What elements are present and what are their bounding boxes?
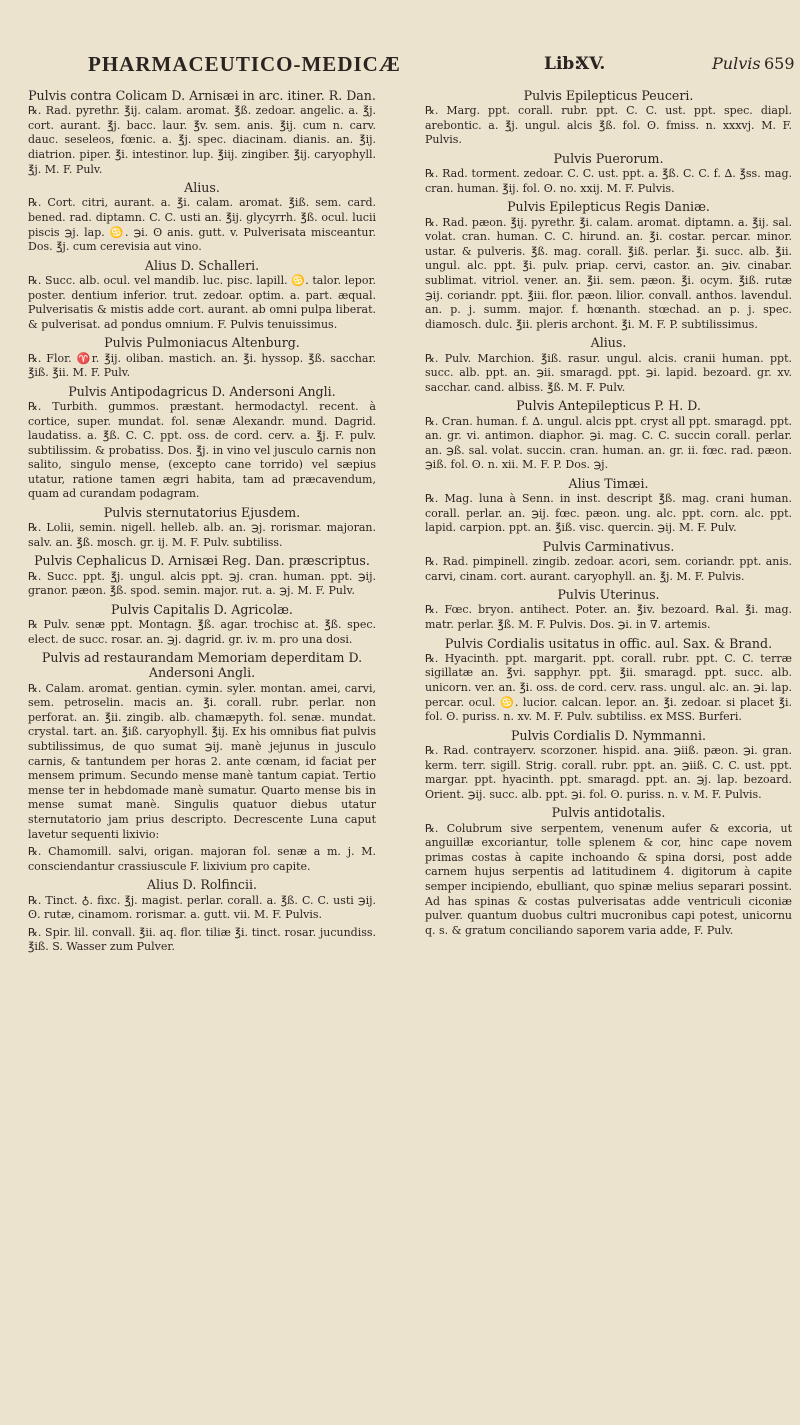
- recipe-block: [28, 505, 376, 550]
- recipe-title: Alius.: [184, 180, 220, 196]
- recipe-block: [28, 553, 376, 598]
- header-book-number: XV.: [576, 54, 606, 74]
- recipe-block: [425, 636, 792, 725]
- recipe-title: Pulvis Puerorum.: [553, 150, 664, 166]
- recipe-text: ℞. Tinct. ♁. fixc. ℥j. magist. perlar. corall. a. ℥ß. C. C. usti ℈ij. ʘ. rutæ, cinamom. rorismar. a. gutt. vii. M. F. Pulvis.: [28, 893, 376, 922]
- recipe-title: Alius D. Schalleri.: [144, 257, 260, 273]
- recipe-block: [425, 728, 792, 803]
- recipe-title: Pulvis Cephalicus D. Arnisæi Reg. Dan. præscriptus.: [34, 553, 370, 569]
- recipe-text: ℞. Colubrum sive serpentem, venenum aufer & excoria, ut anguillæ excoriantur, tolle splenem & cor, hinc cape novem primas costas à capite inchoando & spina dorsi, post adde carnem hujus serpentis ad latitudinem 4. digitorum à capite semper incipiendo, ebulliant, quo spinæ melius separari possint. Ad has spinas & costas pulverisatas adde ventriculi ciconiæ pulver. quantum duobus cultri mucronibus capi potest, unicornu q. s. & gratum conciliando saporem varia adde, F. Pulv.: [425, 821, 792, 937]
- recipe-block: [425, 539, 792, 584]
- recipe-title: Pulvis Carminativus.: [542, 538, 675, 554]
- recipe-block: [425, 335, 792, 395]
- recipe-title: Alius.: [590, 335, 627, 351]
- header-title: PHARMACEUTICO-MEDICÆ: [88, 52, 401, 76]
- recipe-title: Pulvis antidotalis.: [551, 805, 666, 821]
- recipe-block: [28, 926, 376, 955]
- recipe-block: [425, 199, 792, 332]
- recipe-block: [425, 587, 792, 632]
- recipe-text: ℞. Spir. lil. convall. ℥ii. aq. flor. tiliæ ℥i. tinct. rosar. jucundiss. ℥iß. S. Wasser zum Pulver.: [28, 925, 376, 954]
- left-column: [28, 86, 376, 1396]
- recipe-text: ℞. Rad. pyrethr. ℥ij. calam. aromat. ℥ß. zedoar. angelic. a. ℥j. cort. aurant. ℥j. bacc. laur. ℥v. sem. anis. ℥ij. cum n. carv. dauc. seseleos, fœnic. a. ℥j. spec. diacinam. dianis. an. ℥ij. diatrion. piper. ℥i. intestinor. lup. ℥iij. zingiber. ℥ij. caryophyll. ℥j. M. F. Pulv.: [28, 104, 376, 176]
- recipe-text: ℞. Hyacinth. ppt. margarit. ppt. corall. rubr. ppt. C. C. terræ sigillatæ an. ℥vi. sapphyr. ppt. ℥ii. smaragd. ppt. succ. alb. unicorn. ver. an. ℥i. oss. de cord. cerv. rass. ungul. alc. an. ℈i. lap. percar. ocul. ♋. lucior. calcan. lepor. an. ℥i. zedoar. si placet ℥i. fol. ʘ. puriss. n. xv. M. F. Pulv. subtiliss. ex MSS. Burferi.: [425, 651, 792, 724]
- recipe-block: [425, 151, 792, 196]
- header-book-label: Lib:: [544, 54, 581, 74]
- recipe-text: ℞. Rad. pæon. ℥ij. pyrethr. ℥i. calam. aromat. diptamn. a. ℥ij. sal. volat. cran. human. C. C. hirund. an. ℥i. costar. percar. minor. ustar. & pulveris. ℥ß. mag. corall. ℥iß. perlar. ℥i. succ. alb. ℥ii. ungul. alc. ppt. ℥i. pulv. priap. cervi, castor. an. ℈iv. cinabar. sublimat. vitriol. vener. an. ℥ii. sem. pæon. ℥i. ocym. ℥iß. rutæ ℈ij. coriandr. ppt. ℥iii. flor. pæon. lilior. convall. anthos. lavendul. an. p. j. summ. major. f. hœnanth. stœchad. an p. j. spec. diamosch. dulc. ℥ii. pleris archont. ℥i. M. F. P. subtilissimus.: [425, 215, 792, 331]
- recipe-text: ℞. Calam. aromat. gentian. cymin. syler. montan. amei, carvi, sem. petroselin. macis an. ℥i. corall. rubr. perlar. non perforat. an. ℥ii. zingib. alb. chamæpyth. fol. senæ. mundat. crystal. tart. an. ℥iß. caryophyll. ℥ij. Ex his omnibus fiat pulvis subtilissimus, de quo sumat ℈ij. manè jejunus in jusculo carnis, & tantundem per horas 2. ante cœnam, id faciat per mensem primum. Secundo mense manè tantum capiat. Tertio mense ter in hebdomade manè sumatur. Quarto mense bis in mense sumat manè. Singulis quatuor diebus utatur sternutatorio jam prius descripto. Decrescente Luna caput lavetur sequenti lixivio:: [28, 681, 376, 841]
- recipe-text: ℞. Rad. torment. zedoar. C. C. ust. ppt. a. ℥ß. C. C. f. ∆. ℥ss. mag. cran. human. ℥ij. fol. ʘ. no. xxij. M. F. Pulvis.: [425, 167, 792, 195]
- recipe-title: Pulvis sternutatorius Ejusdem.: [103, 505, 301, 521]
- recipe-text: ℞. Turbith. gummos. præstant. hermodactyl. recent. à cortice, super. mundat. fol. senæ Alexandr. mund. Dagrid. laudatiss. a. ℥ß. C. C. ppt. oss. de cord. cerv. a. ℥j. F. pulv. subtilissim. & probatiss. Dos. ℥j. in vino vel jusculo carnis non salito, singulo mense, (excepto cane torrido) vel sæpius utatur, ratione tamen ægri habita, tam ad præcavendum, quam ad curandam podagram.: [28, 399, 376, 501]
- header-running-title: Pulvis: [712, 54, 761, 73]
- recipe-title: Alius Timæi.: [568, 475, 649, 491]
- recipe-text: ℞. Lolii, semin. nigell. helleb. alb. an. ℈j. rorismar. majoran. salv. an. ℥ß. mosch. gr. ij. M. F. Pulv. subtiliss.: [28, 521, 376, 549]
- recipe-block: [28, 384, 376, 502]
- right-column: [425, 86, 792, 1396]
- recipe-block: [28, 88, 376, 177]
- recipe-text: ℞. Succ. alb. ocul. vel mandib. luc. pisc. lapill. ♋. talor. lepor. poster. dentium inferior. trut. zedoar. optim. a. part. æqual. Pulverisatis & mistis adde cort. aurant. ab omni pulpa liberat. & pulverisat. ad pondus omnium. F. Pulvis tenuissimus.: [28, 273, 376, 331]
- recipe-text: ℞. Fœc. bryon. antihect. Poter. an. ℥iv. bezoard. ℞al. ℥i. mag. matr. perlar. ℥ß. M. F. Pulvis. Dos. ℈i. in ∇. artemis.: [425, 603, 792, 632]
- recipe-title: Pulvis Capitalis D. Agricolæ.: [111, 601, 293, 617]
- recipe-title: Pulvis Cordialis D. Nymmanni.: [510, 727, 706, 743]
- recipe-block: [28, 602, 376, 647]
- recipe-block: [425, 398, 792, 473]
- running-header: [88, 50, 795, 82]
- recipe-text: ℞. Mag. luna à Senn. in inst. descript ℥ß. mag. crani human. corall. perlar. an. ℈ij. fœc. pæon. ung. alc. ppt. corn. alc. ppt. lapid. carpion. ppt. an. ℥iß. visc. quercin. ℈ij. M. F. Pulv.: [425, 492, 792, 535]
- recipe-text: ℞. Rad. pimpinell. zingib. zedoar. acori, sem. coriandr. ppt. anis. carvi, cinam. cort. aurant. caryophyll. an. ℥j. M. F. Pulvis.: [425, 555, 792, 583]
- recipe-title: Pulvis Uterinus.: [557, 587, 660, 603]
- recipe-text: ℞. Flor. ♈r. ℥ij. oliban. mastich. an. ℥i. hyssop. ℥ß. sacchar. ℥iß. ℥ii. M. F. Pulv.: [28, 351, 376, 380]
- recipe-block: [28, 877, 376, 922]
- recipe-title: Pulvis Pulmoniacus Altenburg.: [104, 335, 300, 351]
- recipe-text: ℞. Pulv. Marchion. ℥iß. rasur. ungul. alcis. cranii human. ppt. succ. alb. ppt. an. ℈ii. smaragd. ppt. ℈i. lapid. bezoard. gr. xv. sacchar. cand. albiss. ℥ß. M. F. Pulv.: [425, 351, 792, 394]
- recipe-title: Pulvis Cordialis usitatus in offic. aul. Sax. & Brand.: [444, 635, 773, 651]
- recipe-text: ℞. Cran. human. f. ∆. ungul. alcis ppt. cryst all ppt. smaragd. ppt. an. gr. vi. antimon. diaphor. ℈i. mag. C. C. succin corall. perlar. an. ℈ß. sal. volat. succin. cran. human. an. gr. ii. fœc. rad. pæon. ℈iß. fol. ʘ. n. xii. M. F. P. Dos. ℈j.: [425, 414, 792, 472]
- recipe-title: Pulvis Epilepticus Peuceri.: [523, 88, 694, 103]
- recipe-text: ℞. Cort. citri, aurant. a. ℥i. calam. aromat. ℥iß. sem. card. bened. rad. diptamn. C. C. usti an. ℥ij. glycyrrh. ℥ß. ocul. lucii piscis ℈j. lap. ♋. ℈i. ʘ anis. gutt. v. Pulverisata misceantur. Dos. ℥j. cum cerevisia aut vino.: [28, 196, 376, 254]
- recipe-block: [28, 845, 376, 874]
- recipe-title: Pulvis Epilepticus Regis Daniæ.: [507, 199, 710, 215]
- recipe-text: ℞. Chamomill. salvi, origan. majoran fol. senæ a m. j. M. consciendantur crassiuscule F. lixivium pro capite.: [28, 845, 376, 873]
- recipe-text: ℞. Marg. ppt. corall. rubr. ppt. C. C. ust. ppt. spec. diapl. arebontic. a. ℥j. ungul. alcis ℥ß. fol. ʘ. fmiss. n. xxxvj. M. F. Pulvis.: [425, 104, 792, 147]
- recipe-text: ℞. Succ. ppt. ℥j. ungul. alcis ppt. ℈j. cran. human. ppt. ℈ij. granor. pæon. ℥ß. spod. semin. major. rut. a. ℈j. M. F. Pulv.: [28, 569, 376, 598]
- recipe-block: [425, 476, 792, 536]
- recipe-text: ℞. Rad. contrayerv. scorzoner. hispid. ana. ℈iiß. pæon. ℈i. gran. kerm. terr. sigill. Strig. corall. rubr. ppt. an. ℈iiß. C. C. ust. ppt. margar. ppt. hyacinth. ppt. smaragd. ppt. an. ℈j. lap. bezoard. Orient. ℈ij. succ. alb. ppt. ℈i. fol. ʘ. puriss. n. v. M. F. Pulvis.: [425, 744, 792, 801]
- recipe-title: Pulvis Antepilepticus P. H. D.: [516, 398, 701, 414]
- recipe-block: [28, 650, 376, 842]
- recipe-title: Alius D. Rolfincii.: [146, 877, 258, 893]
- recipe-text: ℞ Pulv. senæ ppt. Montagn. ℥ß. agar. trochisc at. ℥ß. spec. elect. de succ. rosar. an. ℈j. dagrid. gr. iv. m. pro una dosi.: [28, 618, 376, 646]
- recipe-title: Pulvis contra Colicam D. Arnisæi in arc. itiner. R. Dan.: [28, 88, 376, 103]
- recipe-title: Pulvis ad restaurandam Memoriam deperditam D. Andersoni Angli.: [41, 650, 363, 681]
- recipe-block: [425, 88, 792, 148]
- recipe-title: Pulvis Antipodagricus D. Andersoni Angli.: [68, 383, 336, 399]
- recipe-block: [28, 180, 376, 255]
- recipe-block: [28, 258, 376, 333]
- recipe-block: [425, 805, 792, 938]
- page-number: 659: [764, 54, 795, 73]
- recipe-block: [28, 335, 376, 380]
